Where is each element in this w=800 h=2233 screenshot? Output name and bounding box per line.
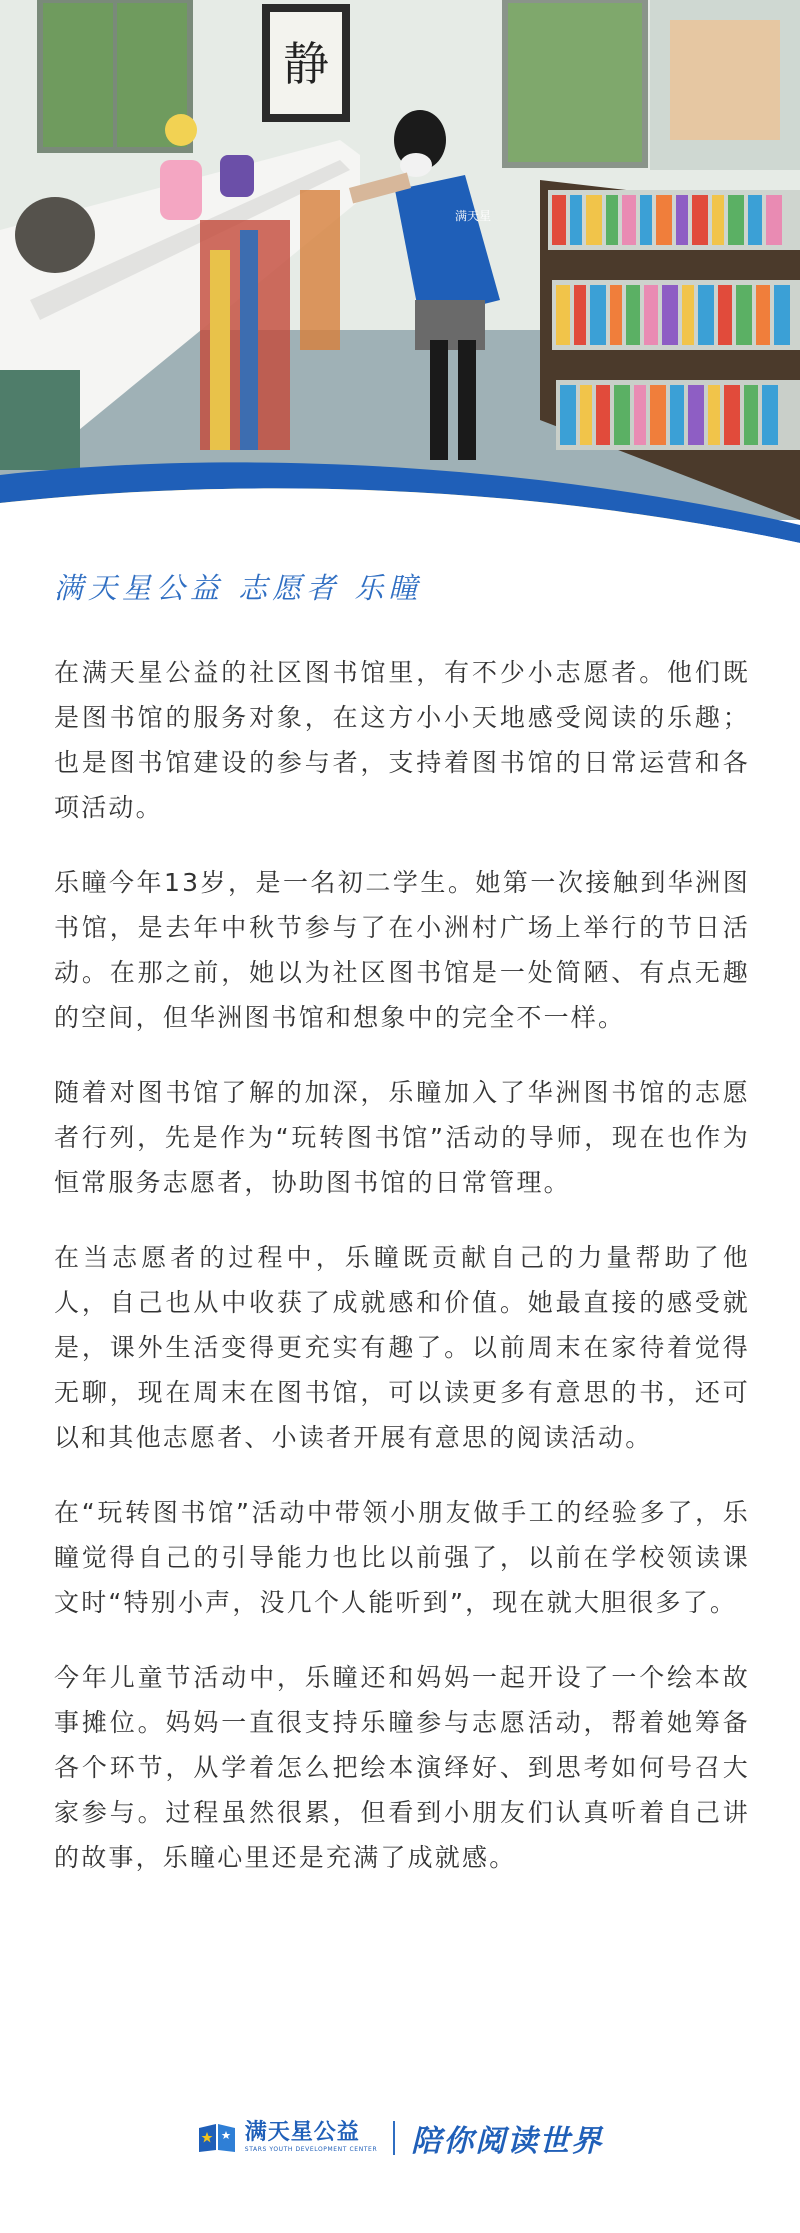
footer-slogan: 陪你阅读世界 (411, 2124, 604, 2159)
paragraph: 在当志愿者的过程中，乐瞳既贡献自己的力量帮助了他人，自己也从中收获了成就感和价值。她最直接的感受就是，课外生活变得更充实有趣了。以前周末在家待着觉得无聊，现在周末在图书馆，可以读更多有意思的书，还可以和其他志愿者、小读者开展有意思的阅读活动。 (54, 1243, 750, 1452)
library-photo-illustration (0, 0, 800, 520)
paragraph: 在“玩转图书馆”活动中带领小朋友做手工的经验多了，乐瞳觉得自己的引导能力也比以前强了，以前在学校领读课文时“特别小声，没几个人能听到”，现在就大胆很多了。 (54, 1498, 750, 1617)
header-photo (0, 0, 800, 520)
logo-cn-text: 满天星公益 (244, 2120, 360, 2145)
footer-divider (393, 2121, 395, 2155)
article-body (54, 650, 750, 1910)
vest-text: 满天星 (455, 209, 492, 223)
calligraphy-char: 静 (283, 37, 329, 91)
footer-branding (0, 2108, 800, 2168)
paragraph: 今年儿童节活动中，乐瞳还和妈妈一起开设了一个绘本故事摊位。妈妈一直很支持乐瞳参与志愿活动，帮着她筹备各个环节，从学着怎么把绘本演绎好、到思考如何号召大家参与。过程虽然很累，但看到小朋友们认真听着自己讲的故事，乐瞳心里还是充满了成就感。 (54, 1663, 750, 1872)
paragraph: 随着对图书馆了解的加深，乐瞳加入了华洲图书馆的志愿者行列，先是作为“玩转图书馆”活动的导师，现在也作为恒常服务志愿者，协助图书馆的日常管理。 (54, 1078, 750, 1197)
page-title: 满天星公益 志愿者 乐瞳 (54, 571, 423, 605)
brand-logo (197, 2121, 377, 2155)
logo-en-text: STARS YOUTH DEVELOPMENT CENTER (244, 2146, 378, 2153)
paragraph: 乐瞳今年13岁，是一名初二学生。她第一次接触到华洲图书馆，是去年中秋节参与了在小洲村广场上举行的节日活动。在那之前，她以为社区图书馆是一处简陋、有点无趣的空间，但华洲图书馆和想象中的完全不一样。 (54, 868, 750, 1032)
paragraph: 在满天星公益的社区图书馆里，有不少小志愿者。他们既是图书馆的服务对象，在这方小小天地感受阅读的乐趣；也是图书馆建设的参与者，支持着图书馆的日常运营和各项活动。 (54, 658, 750, 822)
stars-book-icon (197, 2122, 237, 2154)
